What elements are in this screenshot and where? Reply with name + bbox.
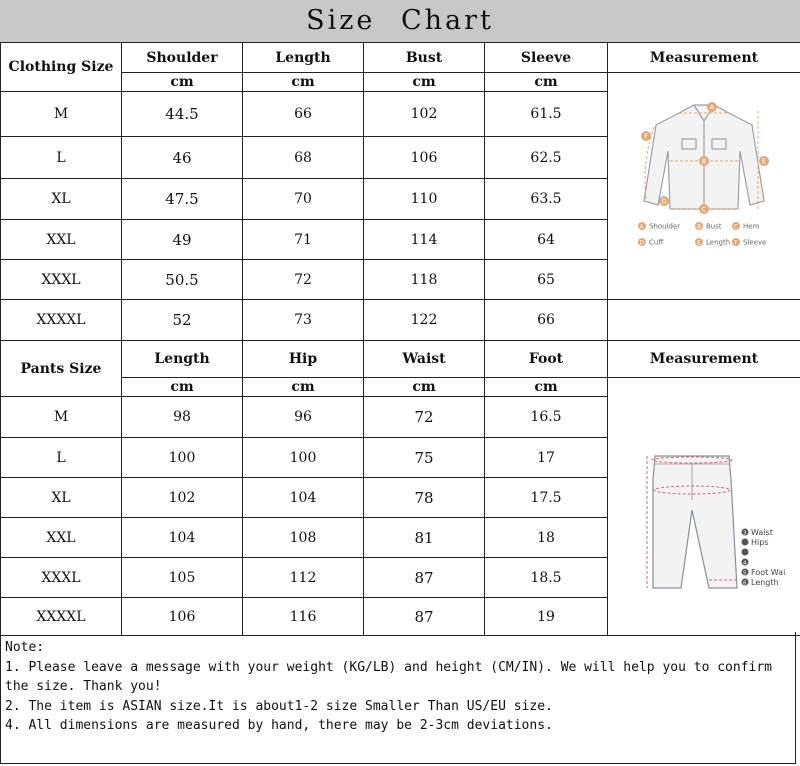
- size-label: XXXXL: [1, 300, 122, 341]
- table-cell: 87: [364, 558, 485, 598]
- shirt-diagram-icon: [624, 91, 784, 281]
- table-cell: 122: [364, 300, 485, 341]
- svg-text:B: B: [701, 157, 707, 166]
- table-cell: 98: [122, 397, 243, 438]
- table-cell: 17: [485, 438, 608, 478]
- table-cell: 106: [122, 598, 243, 636]
- pants-col-header: Hip: [243, 341, 364, 378]
- note-line: 4. All dimensions are measured by hand, there may be 2-3cm deviations.: [5, 718, 553, 733]
- pants-col-header: Length: [122, 341, 243, 378]
- table-cell: 100: [122, 438, 243, 478]
- table-cell: 47.5: [122, 179, 243, 220]
- table-cell: 102: [364, 92, 485, 137]
- table-cell: 78: [364, 478, 485, 518]
- unit-label: cm: [485, 378, 608, 397]
- unit-label: cm: [364, 73, 485, 92]
- table-cell: 100: [243, 438, 364, 478]
- table-cell: 87: [364, 598, 485, 636]
- svg-text:Shoulder: Shoulder: [649, 222, 681, 231]
- clothing-size-header: Clothing Size: [1, 43, 122, 92]
- table-cell: 18: [485, 518, 608, 558]
- unit-label: cm: [243, 378, 364, 397]
- size-label: M: [1, 397, 122, 438]
- svg-text:Length: Length: [751, 577, 779, 587]
- unit-label: cm: [122, 378, 243, 397]
- svg-text:Hips: Hips: [751, 537, 769, 547]
- table-cell: 70: [243, 179, 364, 220]
- table-cell: 19: [485, 598, 608, 636]
- table-cell: 106: [364, 137, 485, 179]
- pants-col-header: Waist: [364, 341, 485, 378]
- shirt-col-header: Bust: [364, 43, 485, 73]
- table-cell: 18.5: [485, 558, 608, 598]
- table-cell: 104: [243, 478, 364, 518]
- table-cell: 102: [122, 478, 243, 518]
- unit-label: cm: [485, 73, 608, 92]
- svg-text:Foot Wai: Foot Wai: [751, 567, 786, 577]
- svg-text:Waist: Waist: [751, 527, 773, 537]
- svg-text:A: A: [639, 223, 644, 231]
- table-cell: 65: [485, 260, 608, 300]
- empty-cell: [608, 300, 800, 341]
- table-cell: 52: [122, 300, 243, 341]
- table-cell: 96: [243, 397, 364, 438]
- svg-text:E: E: [697, 239, 701, 247]
- svg-text:Cuff: Cuff: [649, 238, 664, 247]
- table-cell: 105: [122, 558, 243, 598]
- unit-label: cm: [122, 73, 243, 92]
- table-cell: 66: [243, 92, 364, 137]
- pants-diagram-icon: [619, 440, 789, 590]
- size-label: XXL: [1, 518, 122, 558]
- shirt-col-header: Shoulder: [122, 43, 243, 73]
- pants-col-header: Foot: [485, 341, 608, 378]
- size-chart-table: [0, 42, 800, 636]
- shirt-measurement-illustration: [608, 73, 800, 300]
- table-cell: 73: [243, 300, 364, 341]
- svg-text:E: E: [761, 157, 767, 166]
- size-label: XXXL: [1, 558, 122, 598]
- svg-text:Sleeve: Sleeve: [743, 238, 767, 247]
- table-cell: 46: [122, 137, 243, 179]
- svg-text:Length: Length: [706, 238, 731, 247]
- table-cell: 118: [364, 260, 485, 300]
- svg-text:Bust: Bust: [706, 222, 722, 231]
- shirt-col-header: Sleeve: [485, 43, 608, 73]
- table-cell: 66: [485, 300, 608, 341]
- unit-label: cm: [364, 378, 485, 397]
- table-cell: 17.5: [485, 478, 608, 518]
- svg-text:D: D: [639, 239, 645, 247]
- notes-heading: Note:: [5, 640, 45, 655]
- unit-label: cm: [243, 73, 364, 92]
- svg-text:A: A: [709, 103, 715, 112]
- table-cell: 110: [364, 179, 485, 220]
- note-line: 1. Please leave a message with your weight (KG/LB) and height (CM/IN). We will help you to confirm the size. Thank you!: [5, 659, 773, 694]
- table-cell: 61.5: [485, 92, 608, 137]
- table-cell: 116: [243, 598, 364, 636]
- table-cell: 64: [485, 220, 608, 260]
- svg-text:D: D: [661, 197, 667, 206]
- svg-text:5: 5: [743, 570, 747, 576]
- svg-text:4: 4: [743, 560, 747, 566]
- size-label: L: [1, 137, 122, 179]
- size-label: XXXXL: [1, 598, 122, 636]
- size-label: L: [1, 438, 122, 478]
- table-cell: 75: [364, 438, 485, 478]
- svg-text:6: 6: [743, 580, 747, 586]
- svg-text:C: C: [701, 205, 707, 214]
- table-cell: 63.5: [485, 179, 608, 220]
- table-cell: 108: [243, 518, 364, 558]
- size-label: XXXL: [1, 260, 122, 300]
- size-label: XL: [1, 478, 122, 518]
- svg-text:B: B: [696, 223, 702, 231]
- table-cell: 72: [243, 260, 364, 300]
- svg-text:Hem: Hem: [743, 222, 760, 231]
- table-cell: 49: [122, 220, 243, 260]
- shirt-col-header: Length: [243, 43, 364, 73]
- table-cell: 114: [364, 220, 485, 260]
- table-cell: 71: [243, 220, 364, 260]
- size-label: M: [1, 92, 122, 137]
- table-cell: 72: [364, 397, 485, 438]
- table-cell: 50.5: [122, 260, 243, 300]
- table-cell: 16.5: [485, 397, 608, 438]
- table-cell: 68: [243, 137, 364, 179]
- table-cell: 112: [243, 558, 364, 598]
- note-line: 2. The item is ASIAN size.It is about1-2 size Smaller Than US/EU size.: [5, 698, 553, 714]
- notes-section: [0, 632, 796, 764]
- measurement-header: Measurement: [608, 43, 800, 73]
- svg-text:F: F: [643, 132, 649, 141]
- table-cell: 62.5: [485, 137, 608, 179]
- size-label: XXL: [1, 220, 122, 260]
- svg-text:C: C: [733, 223, 739, 231]
- pants-measurement-illustration: [608, 378, 800, 636]
- measurement-header: Measurement: [608, 341, 800, 378]
- pants-size-header: Pants Size: [1, 341, 122, 397]
- table-cell: 81: [364, 518, 485, 558]
- size-label: XL: [1, 179, 122, 220]
- table-cell: 104: [122, 518, 243, 558]
- svg-text:3: 3: [743, 530, 747, 536]
- page-title: Size Chart: [0, 0, 800, 42]
- svg-text:F: F: [734, 239, 738, 247]
- table-cell: 44.5: [122, 92, 243, 137]
